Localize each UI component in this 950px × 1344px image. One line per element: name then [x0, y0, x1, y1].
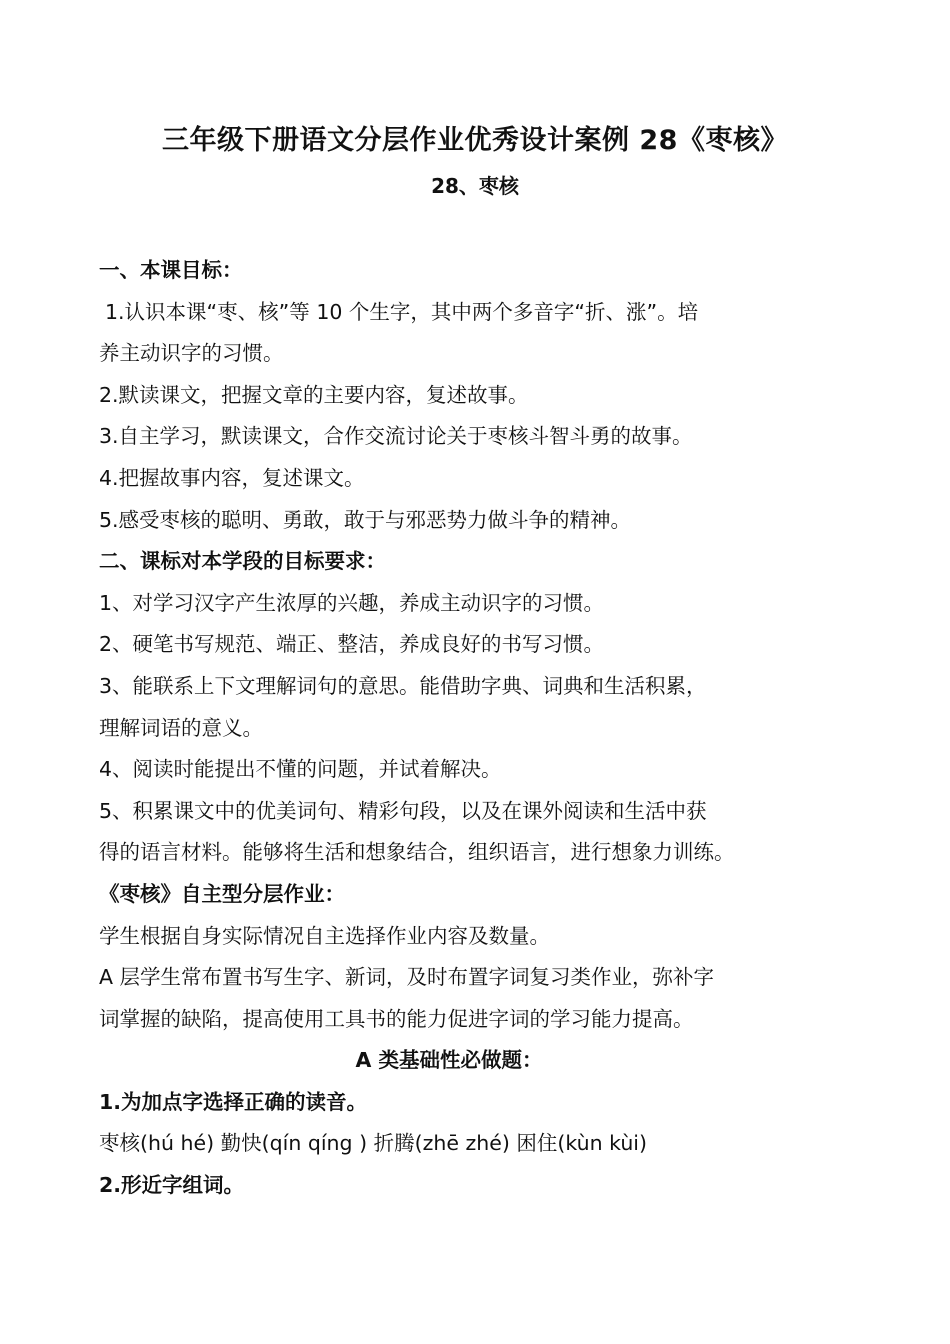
- paragraph-line: 得的语言材料。能够将生活和想象结合，组织语言，进行想象力训练。: [99, 840, 735, 865]
- document-body: [99, 250, 799, 1207]
- section-heading-standards: 二、课标对本学段的目标要求：: [99, 549, 386, 574]
- paragraph-line: 词掌握的缺陷，提高使用工具书的能力促进字词的学习能力提高。: [99, 1006, 694, 1031]
- paragraph-line: 1.认识本课“枣、核”等 10 个生字，其中两个多音字“折、涨”。培: [105, 299, 699, 324]
- paragraph-line: 学生根据自身实际情况自主选择作业内容及数量。: [99, 923, 550, 948]
- paragraph-line: A 层学生常布置书写生字、新词，及时布置字词复习类作业，弥补字: [99, 965, 715, 990]
- paragraph-line: 4、阅读时能提出不懂的问题，并试着解决。: [99, 757, 502, 782]
- paragraph-line: 2.默读课文，把握文章的主要内容，复述故事。: [99, 382, 529, 407]
- question-heading-2: 2.形近字组词。: [99, 1173, 245, 1198]
- question-content-1: 枣核(hú hé) 勤快(qín qíng ) 折腾(zhē zhé) 困住(kùn kùi): [99, 1131, 648, 1156]
- paragraph-line: 5、积累课文中的优美词句、精彩句段，以及在课外阅读和生活中获: [99, 798, 707, 823]
- paragraph-line: 4.把握故事内容，复述课文。: [99, 465, 365, 490]
- paragraph-line: 2、硬笔书写规范、端正、整洁，养成良好的书写习惯。: [99, 632, 605, 657]
- section-heading-homework: 《枣核》自主型分层作业：: [99, 881, 345, 906]
- section-heading-goals: 一、本课目标：: [99, 258, 243, 282]
- paragraph-line: 5.感受枣核的聪明、勇敢，敢于与邪恶势力做斗争的精神。: [99, 507, 632, 532]
- paragraph-line: 养主动识字的习惯。: [99, 341, 284, 366]
- section-heading-category-a: A 类基础性必做题：: [355, 1048, 543, 1073]
- paragraph-line: 3、能联系上下文理解词句的意思。能借助字典、词典和生活积累，: [99, 673, 707, 698]
- paragraph-line: 1、对学习汉字产生浓厚的兴趣，养成主动识字的习惯。: [99, 590, 605, 615]
- question-heading-1: 1.为加点字选择正确的读音。: [99, 1089, 368, 1114]
- paragraph-line: 3.自主学习，默读课文，合作交流讨论关于枣核斗智斗勇的故事。: [99, 424, 693, 449]
- paragraph-line: 理解词语的意义。: [99, 715, 263, 740]
- document-title: 三年级下册语文分层作业优秀设计案例 28《枣核》: [162, 125, 788, 156]
- document-subtitle: 28、枣核: [431, 174, 519, 198]
